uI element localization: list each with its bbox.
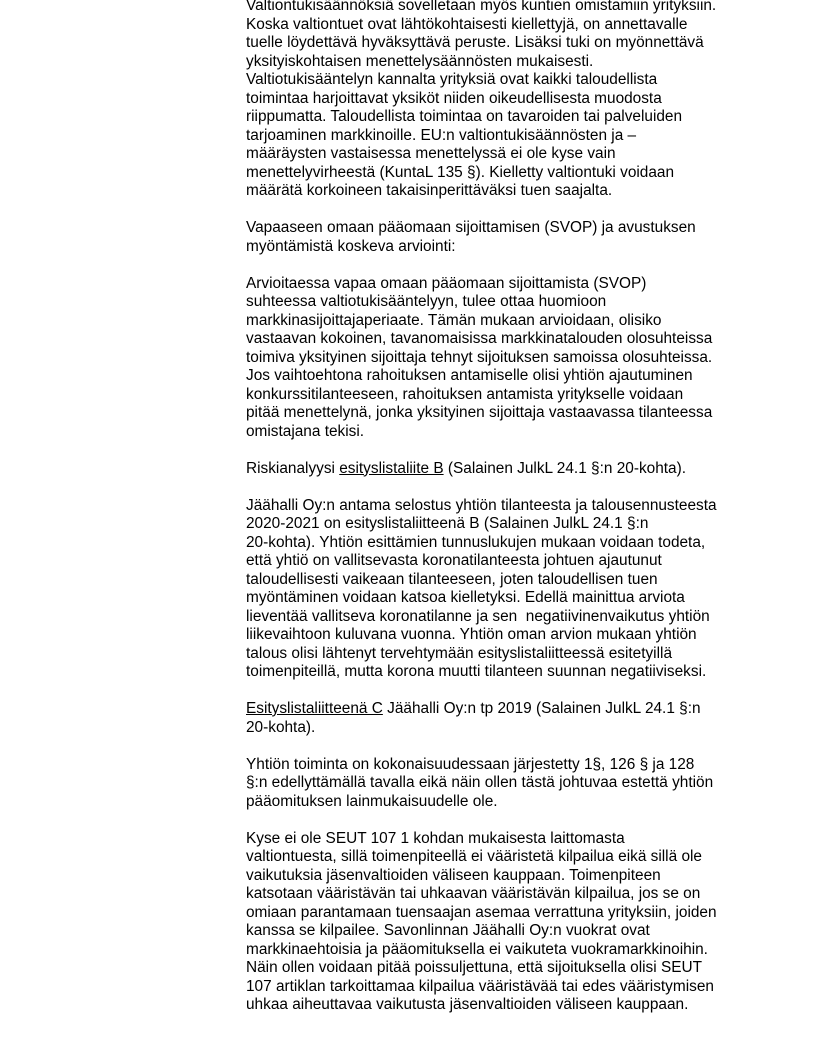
paragraph-organization [246,756,746,812]
text-line: §:n edellyttämällä tavalla eikä näin ollen tästä johtuvaa estettä yhtiön [246,774,714,791]
text-line: toimiva yksityinen sijoittaja tehnyt sijoituksen samoissa olosuhteissa. [246,348,713,366]
text-line: Jos vaihtoehtona rahoituksen antamiselle olisi yhtiön ajautuminen [246,367,693,384]
paragraph-gap [246,256,746,275]
paragraph-seut-107 [246,830,746,1015]
text-line: menettelyvirheestä (KuntaL 135 §). Kielletty valtiontuki voidaan [246,163,675,181]
paragraph-gap [246,441,746,460]
text-line [246,700,746,719]
text-line: 20-kohta). Yhtiön esittämien tunnuslukujen mukaan voidaan todeta, [246,533,706,551]
text-line: Vapaaseen omaan pääomaan sijoittamisen (SVOP) ja avustuksen [246,219,696,236]
text-line: myöntäminen voidaan katsoa kielletyksi. Edellä mainittua arviota [246,589,685,606]
paragraph-risk-analysis [246,460,746,479]
text-line: Näin ollen voidaan pitää poissuljettuna, että sijoituksella olisi SEUT [246,959,702,976]
text-line: omistajana tekisi. [246,422,365,440]
text-line: Yhtiön toiminta on kokonaisuudessaan järjestetty 1§, 126 § ja 128 [246,755,695,773]
text-line: tuelle löydettävä hyväksyttävä peruste. Lisäksi tuki on myönnettävä [246,34,704,51]
text-line: Valtiotukisääntelyn kannalta yrityksiä ovat kaikki taloudellista [246,71,658,88]
text-line: markkinasijoittajaperiaate. Tämän mukaan arvioidaan, olisiko [246,311,662,329]
document-page [246,0,746,1015]
paragraph-attachment-c [246,700,746,737]
text-line: toimenpiteillä, mutta korona muutti tilanteen suunnan negatiiviseksi. [246,663,707,680]
text-line: omiaan parantamaan tuensaajan asemaa verrattuna yrityksiin, joiden [246,903,717,921]
paragraph-gap [246,201,746,220]
text-line: pääomituksen lainmukaisuudelle ole. [246,792,498,810]
paragraph-state-aid-rules [246,0,746,201]
text-line: 107 artiklan tarkoittamaa kilpailua vääristävää tai edes vääristymisen [246,977,714,995]
text-line: määräysten vastaisessa menettelyssä ei ole kyse vain [246,145,616,162]
risk-prefix: Riskianalyysi [246,459,340,477]
text-line: Arvioitaessa vapaa omaan pääomaan sijoittamista (SVOP) [246,274,647,292]
paragraph-gap [246,682,746,701]
text-line: uhkaa aiheuttavaa vaikutusta jäsenvaltioiden väliseen kauppaan. [246,996,689,1013]
attachment-c-link[interactable]: Esityslistaliitteenä C [246,700,383,717]
text-line: 20-kohta). [246,718,316,736]
text-line [246,460,746,479]
paragraph-svop-assessment [246,275,746,442]
text-line: vaikutuksia jäsenvaltioiden väliseen kauppaan. Toimenpiteen [246,866,661,884]
text-line: konkurssitilanteeseen, rahoituksen antamista yritykselle voidaan [246,385,684,403]
text-line: valtiontuesta, sillä toimenpiteellä ei vääristetä kilpailua eikä sillä ole [246,848,702,865]
text-line: markkinaehtoisia ja pääomituksella ei vaikuteta vuokramarkkinoihin. [246,940,708,958]
text-line: liikevaihtoon kuluvana vuonna. Yhtiön oman arvion mukaan yhtiön [246,626,697,643]
text-line: tarjoaminen markkinoille. EU:n valtiontukisäännösten ja – [246,126,637,144]
text-line: suhteessa valtiotukisääntelyyn, tulee ottaa huomioon [246,293,607,310]
paragraph-gap [246,737,746,756]
text-line: myöntämistä koskeva arviointi: [246,237,456,255]
paragraph-company-report [246,497,746,682]
text-line: että yhtiö on vallitsevasta koronatilanteesta johtuen ajautunut [246,552,662,569]
text-line: Koska valtiontuet ovat lähtökohtaisesti kiellettyjä, on annettavalle [246,15,688,33]
text-line: pitää menettelynä, jonka yksityinen sijoittaja vastaavassa tilanteessa [246,404,713,421]
text-line: määrätä korkoineen takaisinperittäväksi tuen saajalta. [246,182,613,199]
text-line: Kyse ei ole SEUT 107 1 kohdan mukaisesta laittomasta [246,829,625,847]
text-line: talous olisi lähtenyt tervehtymään esityslistaliitteessä esitetyillä [246,644,673,662]
text-line: lieventää vallitseva koronatilanne ja sen negatiivinenvaikutus yhtiön [246,607,710,625]
attachment-c-text: Jäähalli Oy:n tp 2019 (Salainen JulkL 24.1 §:n [382,700,701,717]
paragraph-gap [246,478,746,497]
text-line: riippumatta. Taloudellista toimintaa on tavaroiden tai palveluiden [246,108,683,125]
attachment-b-link[interactable]: esityslistaliite B [339,459,444,477]
paragraph-gap [246,811,746,830]
text-line: kanssa se kilpailee. Savonlinnan Jäähalli Oy:n vuokrat ovat [246,922,650,939]
text-line: taloudellisesti vaikeaan tilanteeseen, joten taloudellisen tuen [246,570,658,588]
text-line: 2020-2021 on esityslistaliitteenä B (Salainen JulkL 24.1 §:n [246,515,649,532]
text-line: yksityiskohtaisen menettelysäännösten mukaisesti. [246,52,594,70]
paragraph-svop-heading [246,219,746,256]
risk-suffix: (Salainen JulkL 24.1 §:n 20-kohta). [443,459,687,477]
text-line: Jäähalli Oy:n antama selostus yhtiön tilanteesta ja talousennusteesta [246,496,717,514]
text-line: vastaavan kokoinen, tavanomaisissa markkinatalouden olosuhteissa [246,330,713,347]
text-line: toimintaa harjoittavat yksiköt niiden oikeudellisesta muodosta [246,89,662,107]
text-line: katsotaan vääristävän tai uhkaavan vääristävän kilpailua, jos se on [246,885,701,902]
text-line: Valtiontukisäännöksiä sovelletaan myös kuntien omistamiin yrityksiin. [246,0,717,14]
